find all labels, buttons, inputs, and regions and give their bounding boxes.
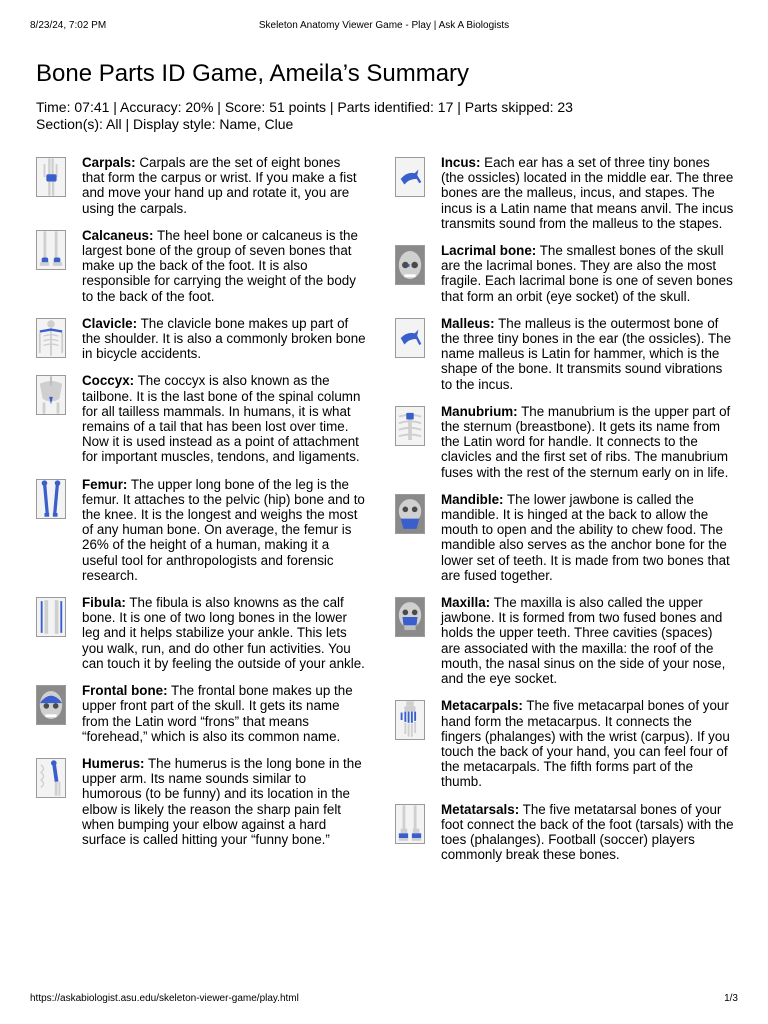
bone-description: Carpals are the set of eight bones that form the carpus or wrist. If you make a fist and move your hand up and rotate it, you are using the carpals. (82, 155, 357, 216)
bone-entry-malleus (395, 316, 735, 392)
bone-term: Humerus: (82, 755, 145, 771)
bone-entry-mandible (395, 492, 735, 583)
bone-description: The upper long bone of the leg is the femur. It attaches to the pelvic (hip) bone and to the knee. It is the longest and weighs the most of any human bone. On average, the femur is 26% of the height of a human, making it a useful tool for anthropologists and forensic research. (82, 476, 365, 583)
bone-entry-incus (395, 155, 735, 231)
bone-entry-coccyx (36, 373, 366, 464)
bone-term: Carpals: (82, 155, 136, 170)
print-url: https://askabiologist.asu.edu/skeleton-viewer-game/play.html (30, 993, 299, 1004)
hand-metacarpals-thumbnail-icon (395, 700, 425, 740)
lower-leg-fibula-thumbnail-icon (36, 597, 66, 637)
bone-description: Each ear has a set of three tiny bones (the ossicles) located in the middle ear. The three bones are the malleus, incus, and stapes. The incus is a Latin name that means anvil. The incus transmits sound from the malleus to the stapes. (441, 155, 734, 231)
bone-entry-clavicle (36, 316, 366, 362)
bone-entry-fibula (36, 595, 366, 671)
shoulders-clavicle-thumbnail-icon (36, 318, 66, 358)
score-stats-line: Time: 07:41 | Accuracy: 20% | Score: 51 points | Parts identified: 17 | Parts skipped: 23 (36, 99, 573, 115)
print-footer (30, 993, 738, 1004)
bone-term: Clavicle: (82, 315, 138, 331)
page-title: Bone Parts ID Game, Ameila’s Summary (36, 60, 470, 87)
pelvis-coccyx-thumbnail-icon (36, 375, 66, 415)
skull-frontal-thumbnail-icon (36, 685, 66, 725)
bone-entry-humerus (36, 756, 366, 847)
bone-term: Metatarsals: (441, 801, 520, 817)
bone-description: The fibula is also knowns as the calf bone. It is one of two long bones in the lower leg and it helps stabilize your ankle. This lets you walk, run, and do other fun activities. You can touch it by feeling the outside of your ankle. (82, 595, 365, 671)
bone-description: The coccyx is also known as the tailbone. It is the last bone of the spinal column for all tailless mammals. In humans, it is what remains of a tail that has been lost over time. Now it is used instead as a point of attachment for important muscles, tendons, and ligaments. (82, 373, 361, 465)
chest-manubrium-thumbnail-icon (395, 406, 425, 446)
skull-mandible-thumbnail-icon (395, 494, 425, 534)
bone-description: The maxilla is also called the upper jawbone. It is formed from two fused bones and holds the upper teeth. Three cavities (spaces) are associated with the maxilla: the roof of the mouth, the nasal sinus on the side of your nose, and the eye socket. (441, 595, 726, 687)
hand-wrist-thumbnail-icon (36, 157, 66, 197)
bone-description: The lower jawbone is called the mandible. It is hinged at the back to allow the mouth to open and the ability to chew food. The mandible also serves as the anchor bone for the lower set of teeth. It is made from two bones that are fused together. (441, 491, 730, 583)
print-header (30, 20, 738, 34)
bone-entry-femur (36, 477, 366, 583)
right-column (395, 155, 735, 874)
bone-entry-frontal-bone (36, 683, 366, 744)
bone-term: Fibula: (82, 595, 126, 611)
bone-description: The manubrium is the upper part of the sternum (breastbone). It gets its name from the Latin word for handle. It connects to the clavicles and the first set of ribs. The manubrium fuses with the rest of the sternum early on in life. (441, 403, 731, 480)
bone-description: The five metacarpal bones of your hand form the metacarpus. It connects the fingers (phalanges) with the wrist (carpus). If you touch the back of your hand, you can feel four of the metacarpals. The fifth forms part of the thumb. (441, 698, 730, 790)
bone-term: Coccyx: (82, 373, 135, 389)
bone-term: Lacrimal bone: (441, 243, 537, 259)
bone-description: The clavicle bone makes up part of the shoulder. It is also a commonly broken bone in bicycle accidents. (82, 315, 366, 362)
skull-lacrimal-thumbnail-icon (395, 245, 425, 285)
bone-term: Manubrium: (441, 403, 518, 419)
bone-term: Mandible: (441, 491, 504, 507)
bone-entry-manubrium (395, 404, 735, 480)
arm-humerus-thumbnail-icon (36, 758, 66, 798)
bone-term: Metacarpals: (441, 698, 523, 714)
bone-entry-metacarpals (395, 698, 735, 789)
ear-ossicle-incus-thumbnail-icon (395, 157, 425, 197)
bone-term: Frontal bone: (82, 683, 168, 699)
print-page-title: Skeleton Anatomy Viewer Game - Play | Ask A Biologists (258, 20, 510, 31)
print-page-number: 1/3 (724, 993, 738, 1004)
bone-term: Femur: (82, 476, 128, 492)
bone-term: Malleus: (441, 315, 495, 331)
bone-description: The smallest bones of the skull are the lacrimal bones. They are also the most fragile. Each lacrimal bone is one of seven bones that form an orbit (eye socket) of the skull. (441, 243, 733, 304)
bone-entry-maxilla (395, 595, 735, 686)
bone-description: The five metatarsal bones of your foot connect the back of the foot (tarsals) with the toes (phalanges). Football (soccer) players commonly break these bones. (441, 801, 734, 863)
bone-entry-lacrimal-bone (395, 243, 735, 304)
bone-description: The malleus is the outermost bone of the three tiny bones in the ear (the ossicles). The name malleus is Latin for hammer, which is the shape of the bone. It transmits sound vibrations to the incus. (441, 315, 732, 392)
skull-maxilla-thumbnail-icon (395, 597, 425, 637)
legs-femur-thumbnail-icon (36, 479, 66, 519)
score-summary (36, 99, 573, 133)
bone-term: Calcaneus: (82, 227, 154, 243)
feet-heel-thumbnail-icon (36, 230, 66, 270)
bone-description: The humerus is the long bone in the upper arm. Its name sounds similar to humorous (to be funny) and its location in the elbow is likely the reason the sharp pain felt when bumping your elbow against a hard surface is called hitting your “funny bone.” (82, 755, 362, 847)
bone-entry-calcaneus (36, 228, 366, 304)
bone-description: The frontal bone makes up the upper front part of the skull. It gets its name from the Latin word “frons” that means “forehead,” which is also its common name. (82, 683, 353, 744)
bone-term: Incus: (441, 155, 481, 170)
left-column (36, 155, 366, 859)
ear-ossicle-malleus-thumbnail-icon (395, 318, 425, 358)
section-display-line: Section(s): All | Display style: Name, Clue (36, 116, 294, 132)
bone-entry-metatarsals (395, 802, 735, 863)
feet-metatarsals-thumbnail-icon (395, 804, 425, 844)
bone-entry-carpals (36, 155, 366, 216)
bone-term: Maxilla: (441, 595, 491, 611)
print-datetime: 8/23/24, 7:02 PM (30, 20, 107, 31)
bone-description: The heel bone or calcaneus is the largest bone of the group of seven bones that make up the back of the foot. It is also responsible for carrying the weight of the body to the back of the foot. (82, 227, 358, 304)
